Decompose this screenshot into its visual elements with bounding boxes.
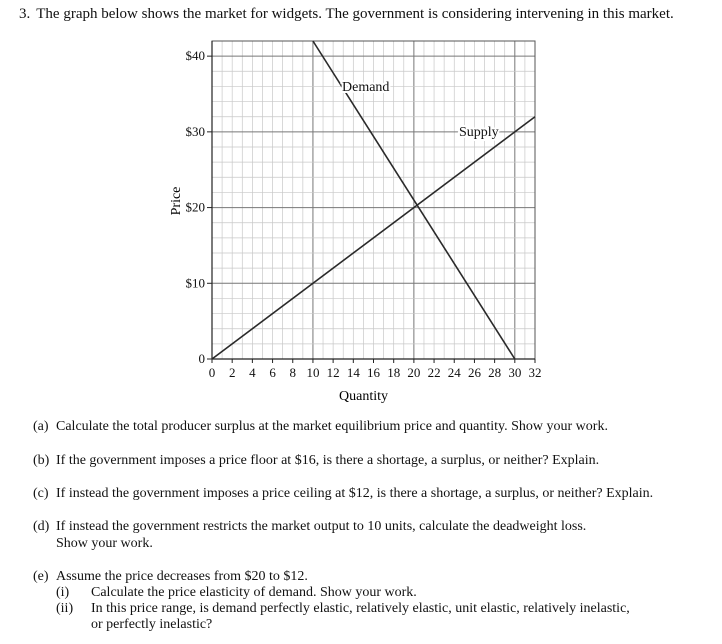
part-d-text-continued: Show your work. [56,536,153,551]
part-c-text: If instead the government imposes a price ceiling at $12, is there a shortage, a surplus, or neither? Explain. [56,486,654,501]
x-tick-label: 6 [269,365,276,380]
part-e-i [56,585,417,601]
part-b-label: (b) [33,453,50,468]
x-tick-label: 12 [326,365,340,380]
part-e-text: Assume the price decreases from $20 to $12. [56,569,308,584]
part-d-text: If instead the government restricts the market output to 10 units, calculate the deadweight loss. [56,519,587,534]
x-tick-label: 22 [427,365,441,380]
x-tick-label: 14 [346,365,360,380]
question-number: 3. [19,6,31,22]
x-tick-label: 24 [447,365,461,380]
part-a [33,418,608,435]
part-e-ii [56,601,630,617]
y-tick-label: $40 [185,48,205,64]
question-text: The graph below shows the market for widgets. The government is considering intervening in this market. [36,6,674,22]
y-axis-label: Price [169,186,184,216]
part-e-ii-text: In this price range, is demand perfectly elastic, relatively elastic, unit elastic, relatively inelastic, [91,601,630,616]
part-e-ii-text-continued: or perfectly inelastic? [91,617,213,632]
x-tick-label: 8 [289,365,296,380]
part-e-i-text: Calculate the price elasticity of demand. Show your work. [91,585,417,600]
x-tick-label: 2 [228,365,236,380]
part-b-text: If the government imposes a price floor at $16, is there a shortage, a surplus, or neither? Explain. [56,453,600,468]
y-tick-label: $30 [185,123,205,139]
x-axis-label: Quantity [339,389,388,404]
x-tick-label: 32 [528,365,542,380]
x-tick-label: 30 [508,365,522,380]
x-tick-label: 10 [306,365,320,380]
part-d-label: (d) [33,519,50,534]
part-e-label: (e) [33,569,49,584]
y-tick-label: $10 [185,275,205,291]
part-c-label: (c) [33,486,49,501]
part-e-ii-label: (ii) [56,601,74,616]
part-d [33,518,586,535]
x-tick-label: 16 [367,365,380,380]
x-tick-label: 28 [488,365,502,380]
x-tick-label: 0 [208,365,216,380]
part-a-text: Calculate the total producer surplus at the market equilibrium price and quantity. Show your work. [56,419,608,434]
x-tick-label: 18 [387,365,401,380]
part-b [33,452,599,469]
supply-label: Supply [459,125,499,140]
part-c [33,485,653,502]
x-tick-label: 26 [467,365,481,380]
y-tick-label: 0 [198,351,205,366]
part-e-i-label: (i) [56,585,70,600]
x-tick-label: 20 [407,365,421,380]
y-tick-label: $20 [185,199,205,215]
part-e [33,568,308,585]
x-tick-label: 4 [249,365,256,380]
part-a-label: (a) [33,419,49,434]
demand-label: Demand [342,80,390,95]
